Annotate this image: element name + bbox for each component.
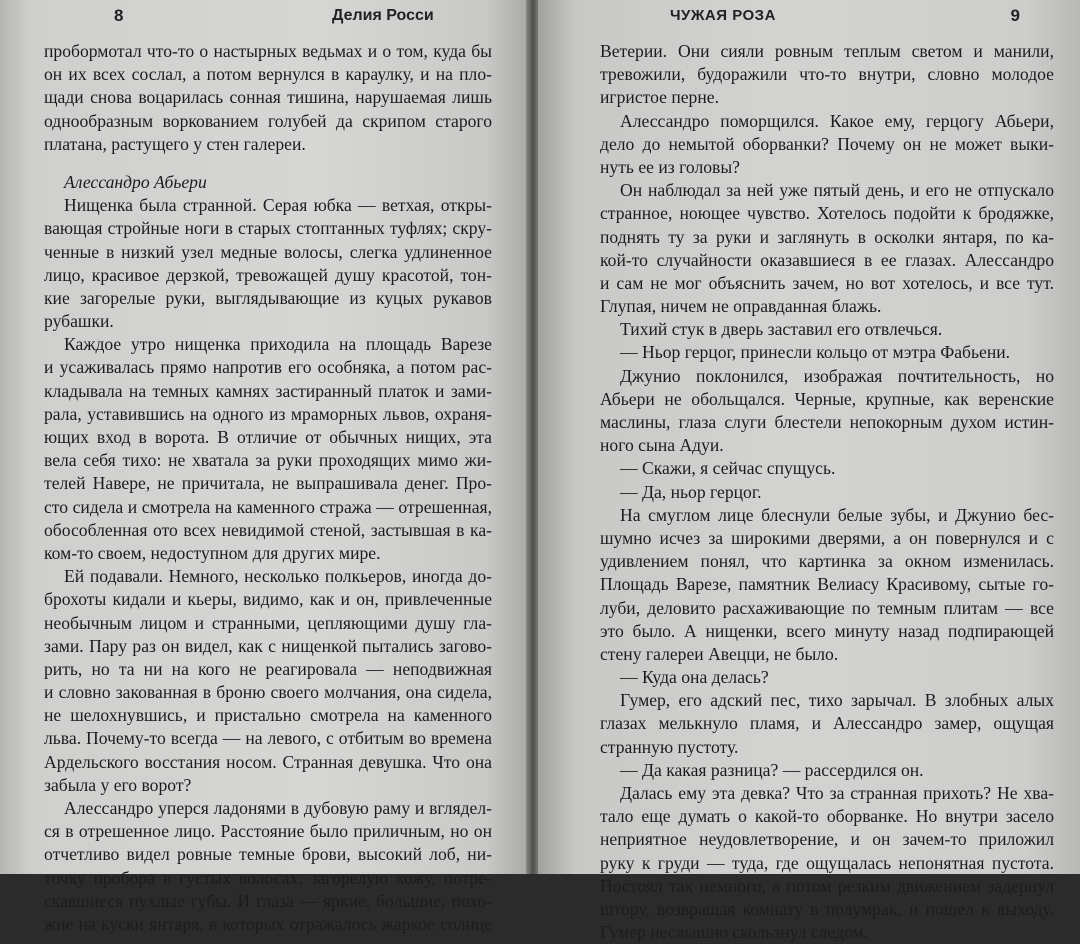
text-line: Джунио поклонился, изображая почтительность, но [620,365,1054,386]
text-line: глазах мелькнуло пламя, и Алессандро замер, ощущая [600,713,1054,734]
text-line: тревожили, будоражили что-то внутри, словно молодое [600,64,1054,85]
text-line: маслины, глаза слуги блестели непокорным духом истин- [600,412,1054,432]
text-line: — Ньор герцог, принесли кольцо от мэтра Фабьени. [620,342,1011,363]
text-line: льва. Почему-то всегда — на левого, с отбитым во времена [44,728,492,749]
text-line: Постоял так немного, а потом резким движением задернул [600,875,1054,896]
text-line: обособленная ото всех невидимой стеной, застывшая в ка- [44,519,492,540]
text-line: Он наблюдал за ней уже пятый день, и его не отпускало [620,180,1054,201]
text-line: не шелохнувшись, и пристально смотрела на каменного [44,705,492,726]
text-line: вела себя тихо: не хватала за руки проходящих мимо жи- [44,450,492,471]
text-line: Алессандро поморщился. Какое ему, герцогу Абьери, [620,110,1054,131]
text-line: Абьери не обольщался. Черные, крупные, как веренские [600,388,1054,409]
text-line: кие загорелые руки, выглядывающие из куцых рукавов [44,287,492,308]
text-line: брохоты кидали и кьеры, видимо, как и он, привлеченные [44,589,492,610]
text-line: дело до немытой оборванки? Почему он не может выки- [600,133,1054,154]
text-line: Ардельского восстания носом. Странная девушка. Что она [44,751,492,772]
text-line: поднять ту за руки и заглянуть в осколки янтаря, по ка- [600,226,1054,247]
left-page-header [22,6,480,32]
text-line: платана, растущего у стен галереи. [44,133,306,154]
right-page-number: 9 [1010,6,1020,25]
text-line: рала, уставившись на одного из мраморных львов, охраня- [44,403,492,424]
text-line: неприятное неудовлетворение, и он зачем-то приложил [600,829,1054,850]
text-line: стену галереи Авецци, не было. [600,643,839,664]
text-line: он их всех сослал, а потом вернулся в караулку, и на пло- [44,64,492,85]
text-line: зами. Пару раз он видел, как с нищенкой пытались загово- [44,635,492,656]
text-line: — Да какая разница? — рассердился он. [620,759,924,780]
text-line: однообразным воркованием голубей да скрипом старого [44,110,492,131]
section-heading: Алессандро Абьери [64,171,207,192]
text-line: Площадь Варезе, памятник Велиасу Красивому, сытые го- [600,574,1054,595]
left-page-number: 8 [114,6,124,25]
right-page-header [598,6,1020,32]
text-line: Гумер, его адский пес, тихо зарычал. В злобных алых [620,690,1054,711]
text-line: щади снова воцарилась сонная тишина, нарушаемая лишь [44,87,492,108]
text-line: — Да, ньор герцог. [620,481,762,502]
text-line: луби, деловито расхаживающие по темным плитам — все [600,597,1054,618]
text-line: игристое перне. [600,87,719,108]
left-running-title: Делия Росси [332,7,434,24]
text-line: Ветерии. Они сияли ровным теплым светом и манили, [600,41,1054,61]
text-line: и словно закованная в броню своего молчания, она сидела, [44,682,492,703]
text-line: нуть ее из головы? [600,156,740,177]
text-line: странное, ноющее чувство. Хотелось подойти к бродяжке, [600,203,1054,224]
text-line: и усаживалась прямо напротив его особняка, а потом рас- [44,357,492,378]
text-line: рить, но та ни на кого не реагировала — неподвижная [44,658,492,679]
text-line: отчетливо видел ровные темные брови, высокий лоб, ни- [44,844,492,865]
text-line: руку к груди — туда, где ощущалась непонятная пустота. [600,852,1054,873]
text-line: — Куда она делась? [620,667,769,688]
right-page-text [600,40,1054,944]
text-line: вающая стройные ноги в старых стоптанных туфлях; скру- [44,218,492,239]
text-line: штору, возвращая комнату в полумрак, и пошел к выходу. [600,898,1054,919]
text-line: ного сына Адуи. [600,435,724,456]
text-line: ком-то своем, недоступном для других мире. [44,542,381,563]
paragraph-gap [44,156,492,171]
text-line: Тихий стук в дверь заставил его отвлечься. [620,319,943,340]
text-line: рубашки. [44,311,114,332]
right-page [538,0,1080,943]
text-line: кладывала на темных камнях застиранный платок и зами- [44,380,492,401]
text-line: тало еще думать о какой-то оборванке. Но внутри засело [600,806,1054,827]
text-line: Каждое утро нищенка приходила на площадь Варезе [64,334,492,355]
text-line: это было. А нищенки, всего минуту назад подпирающей [600,620,1054,641]
text-line: странную пустоту. [600,736,739,757]
text-line: шумно исчез за широкими дверями, а он повернулся и с [600,527,1054,548]
text-line: кой-то случайности оказавшиеся в ее глазах. Алессандро [600,249,1054,270]
text-line: удивлением понял, что картинка за окном изменилась. [600,551,1054,572]
text-line: сто сидела и смотрела на каменного стража — отрешенная, [44,496,492,517]
text-line: скавшиеся пухлые губы. И глаза — яркие, большие, похо- [44,890,492,911]
text-line: лицо, красивое дерзкой, тревожащей душу красотой, тон- [44,264,492,285]
text-line: ющих вход в ворота. В отличие от обычных нищих, эта [44,427,492,447]
text-line: забыла у его ворот? [44,774,192,795]
text-line: Ей подавали. Немного, несколько полкьеров, иногда до- [64,566,492,587]
text-line: жие на куски янтаря, в которых отражалось жаркое солнце [44,913,492,934]
text-line: и сам не мог объяснить зачем, но вот хотелось, и все тут. [600,272,1054,293]
text-line: пробормотал что-то о настырных ведьмах и о том, куда бы [44,41,492,61]
text-line: Алессандро уперся ладонями в дубовую раму и вглядел- [64,798,492,818]
right-running-title: ЧУЖАЯ РОЗА [670,7,776,24]
left-page-text [44,40,492,936]
text-line: необычным лицом и странными, цепляющими душу гла- [44,612,492,633]
left-page [0,0,528,934]
text-line: — Скажи, я сейчас спущусь. [620,458,836,479]
text-line: На смуглом лице блеснули белые зубы, и Джунио бес- [620,504,1054,525]
text-line: точку пробора в густых волосах, загорелую кожу, потре- [44,867,492,888]
text-line: ченные в низкий узел медные волосы, слегка удлиненное [44,241,492,262]
text-line: Гумер неслышно скользнул следом. [600,922,868,943]
text-line: Нищенка была странной. Серая юбка — ветхая, откры- [64,195,492,216]
text-line: ся в отрешенное лицо. Расстояние было приличным, но он [44,821,492,842]
text-line: Далась ему эта девка? Что за странная прихоть? Не хва- [620,783,1054,803]
text-line: телей Навере, не причитала, не выпрашивала денег. Про- [44,473,492,494]
text-line: Глупая, ничем не оправданная блажь. [600,296,882,317]
